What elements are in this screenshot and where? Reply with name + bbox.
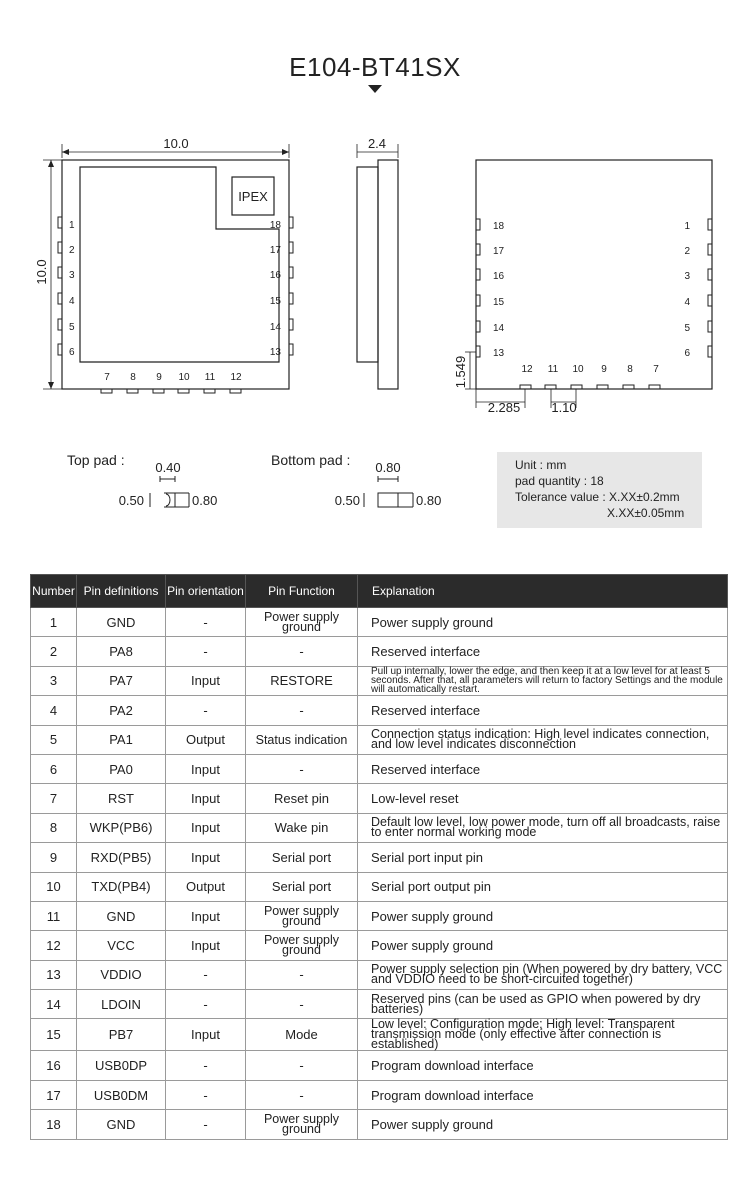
svg-text:15: 15 [493,297,505,308]
pin-definition [77,637,166,666]
pin-function [246,872,358,901]
pin-orientation-text: Input [191,820,220,836]
svg-text:11: 11 [547,364,559,375]
svg-text:9: 9 [156,372,162,383]
pin-number-text: 16 [46,1058,61,1074]
pin-function-text: - [299,996,304,1012]
pin-function-text: Serial port [271,879,332,895]
pin-number [31,1110,77,1139]
pin-explanation-text: Serial port output pin [371,879,491,895]
pin-orientation-text: - [203,1116,208,1132]
svg-text:17: 17 [493,246,505,257]
pin-number-text: 15 [46,1027,61,1043]
pin-definition-text: PA8 [109,644,133,660]
pin-explanation [358,1110,728,1139]
pin-function [246,931,358,960]
pin-number [31,608,77,637]
pin-orientation [166,960,246,989]
header-pin-definitions: Pin definitions [77,575,166,608]
bottom-pad-label: Bottom pad : [271,452,351,468]
table-row [31,608,728,637]
pin-explanation [358,901,728,930]
pin-explanation-text: Connection status indication: High level indicates connection, and low level indicates disconnection [371,727,710,752]
pin-orientation-text: Input [191,791,220,807]
pin-number [31,1019,77,1051]
pin-definition [77,1110,166,1139]
pin-function [246,901,358,930]
pin-orientation [166,990,246,1019]
pin-number-text: 4 [49,702,58,718]
pin-orientation-text: - [203,1058,208,1074]
pin-explanation-text: Power supply ground [371,1116,494,1132]
pin-orientation [166,1110,246,1139]
table-row [31,666,728,695]
pin-explanation [358,666,728,695]
pad-pitch-dim: 1.10 [551,400,577,415]
spec-tolerance-2: X.XX±0.05mm [607,506,685,520]
table-row [31,1051,728,1080]
pin-definition-text: LDOIN [101,996,141,1012]
pad-offset-dim: 1.549 [453,355,468,389]
pin-function-text: - [299,644,304,660]
svg-text:13: 13 [493,348,505,359]
top-pad-b: 0.80 [192,493,218,508]
pin-function-text: - [299,967,304,983]
side-board [378,160,398,389]
bottom-view [465,160,712,408]
svg-text:6: 6 [684,348,690,359]
svg-text:1: 1 [684,221,690,232]
table-row [31,901,728,930]
svg-text:7: 7 [653,364,659,375]
pin-definition [77,754,166,783]
table-row [31,872,728,901]
pin-definition-text: GND [106,1116,136,1132]
spec-unit: Unit : mm [515,458,567,472]
pin-number-text: 3 [49,673,58,689]
svg-text:6: 6 [69,347,75,358]
top-pad-drawing [150,476,189,507]
pin-explanation [358,931,728,960]
pin-function-text: - [299,1087,304,1103]
header-pin-orientation: Pin orientation [166,575,246,608]
pin-explanation [358,784,728,813]
pin-explanation [358,637,728,666]
pin-number [31,637,77,666]
pin-definition-text: PB7 [108,1027,134,1043]
pin-orientation-text: - [203,644,208,660]
svg-text:12: 12 [230,372,242,383]
pin-definition-text: USB0DM [93,1087,149,1103]
pin-orientation [166,637,246,666]
svg-text:4: 4 [684,297,690,308]
pin-definition-text: GND [106,614,136,630]
pin-function-text: Power supply ground [263,932,340,957]
pin-orientation-text: Input [191,908,220,924]
bottom-left-pin-labels [493,221,505,359]
pin-explanation [358,813,728,842]
top-view [43,144,293,393]
pin-definition [77,608,166,637]
pin-number [31,901,77,930]
pin-function [246,608,358,637]
pin-orientation-text: Output [185,732,226,748]
svg-text:14: 14 [269,322,281,333]
svg-text:16: 16 [493,271,505,282]
pin-definition-text: PA7 [109,673,133,689]
top-left-pin-labels [69,220,75,358]
svg-text:9: 9 [601,364,607,375]
pin-orientation [166,1019,246,1051]
pin-number-text: 10 [46,879,61,895]
spec-quantity: pad quantity : 18 [515,474,604,488]
pin-number [31,990,77,1019]
pin-explanation-text: Serial port input pin [371,849,484,865]
pin-number-text: 6 [49,761,58,777]
pin-definition [77,1080,166,1109]
pin-definition-text: RST [108,791,134,807]
pin-orientation-text: Output [185,879,226,895]
svg-text:2: 2 [684,246,690,257]
svg-text:12: 12 [521,364,533,375]
pin-orientation [166,813,246,842]
pin-definition [77,843,166,872]
side-view [357,144,398,389]
svg-text:8: 8 [130,372,136,383]
top-right-pin-labels [270,220,282,358]
pin-explanation-text: Reserved pins (can be used as GPIO when powered by dry batteries) [371,991,701,1016]
pin-explanation-text: Reserved interface [371,702,481,718]
pin-number [31,725,77,754]
pin-explanation [358,754,728,783]
pin-orientation-text: - [203,614,208,630]
pin-orientation-text: Input [191,937,220,953]
pin-orientation [166,1080,246,1109]
pin-explanation-text: Reserved interface [371,761,481,777]
table-row [31,725,728,754]
pin-explanation-text: Low level: Configuration mode; High level: Transparent transmission mode (only effective after connection is established) [371,1017,675,1052]
pin-orientation [166,1051,246,1080]
pin-function-text: Power supply ground [263,609,340,634]
pin-function [246,1019,358,1051]
svg-text:3: 3 [684,271,690,282]
title-arrow-icon [368,85,382,93]
pin-orientation [166,901,246,930]
pin-function [246,1110,358,1139]
pin-function [246,843,358,872]
pin-number-text: 5 [49,732,58,748]
module-title: E104-BT41SX [289,52,461,82]
table-row [31,784,728,813]
pin-orientation [166,725,246,754]
pin-function [246,813,358,842]
pin-orientation-text: Input [191,849,220,865]
pin-definition-text: WKP(PB6) [89,820,153,836]
svg-text:1: 1 [69,220,75,231]
pin-orientation [166,608,246,637]
pin-explanation-text: Low-level reset [371,791,459,807]
top-bottom-pin-labels [104,372,242,383]
table-row [31,843,728,872]
pin-table [30,574,728,1140]
pin-function [246,666,358,695]
ipex-label: IPEX [238,189,268,204]
pin-definition-text: RXD(PB5) [90,849,152,865]
table-row [31,960,728,989]
pin-orientation [166,843,246,872]
svg-text:17: 17 [269,245,281,256]
bottom-pad-drawing [364,476,413,507]
pin-explanation [358,696,728,725]
pin-function-text: Status indication [255,733,348,748]
pin-function-text: - [299,702,304,718]
header-number: Number [31,575,77,608]
pin-function-text: Power supply ground [263,1111,340,1136]
pin-definition [77,1019,166,1051]
pin-explanation-text: Power supply selection pin (When powered by dry battery, VCC and VDDIO need to be short-circuited together) [371,962,723,987]
pin-definition [77,696,166,725]
pin-definition-text: PA1 [109,732,133,748]
pin-function-text: Power supply ground [263,903,340,928]
pin-function-text: Serial port [271,849,332,865]
pin-function [246,754,358,783]
pin-definition [77,872,166,901]
pin-definition-text: PA0 [109,761,133,777]
pin-explanation-text: Program download interface [371,1087,534,1103]
pin-orientation [166,784,246,813]
pin-function [246,784,358,813]
pin-function [246,696,358,725]
table-header-row [31,575,728,608]
table-row [31,931,728,960]
pin-orientation [166,931,246,960]
pin-function-text: RESTORE [270,673,333,689]
table-row [31,754,728,783]
pin-number [31,813,77,842]
pin-definition [77,931,166,960]
pin-definition [77,666,166,695]
bottom-view-outline [476,160,712,389]
table-row [31,990,728,1019]
spec-box [497,452,702,528]
pin-number [31,754,77,783]
pin-number-text: 2 [49,644,58,660]
pin-explanation [358,1080,728,1109]
bottom-pad-a: 0.50 [334,493,360,508]
pin-definition-text: VDDIO [100,967,142,983]
svg-text:2: 2 [69,245,75,256]
pin-number [31,666,77,695]
bottom-bottom-pin-labels [521,364,659,375]
pin-definition [77,725,166,754]
pin-number [31,872,77,901]
svg-text:3: 3 [69,270,75,281]
pin-orientation-text: Input [191,673,220,689]
svg-text:15: 15 [269,296,281,307]
pin-number [31,960,77,989]
pin-number-text: 17 [46,1087,61,1103]
pin-function [246,637,358,666]
pin-definition-text: TXD(PB4) [91,879,151,895]
pin-number-text: 1 [49,614,58,630]
table-row [31,1019,728,1051]
pin-definition [77,960,166,989]
svg-text:18: 18 [493,221,505,232]
pin-orientation [166,696,246,725]
pin-definition [77,813,166,842]
svg-text:18: 18 [269,220,281,231]
pin-number-text: 11 [46,908,61,924]
table-row [31,1110,728,1139]
svg-text:10: 10 [178,372,190,383]
pin-orientation [166,666,246,695]
pin-definition [77,990,166,1019]
top-pad-width: 0.40 [155,460,181,475]
pin-explanation [358,1051,728,1080]
top-width-dim: 10.0 [163,136,189,151]
thickness-dim: 2.4 [367,136,387,151]
pin-orientation [166,754,246,783]
pin-explanation [358,960,728,989]
pin-explanation [358,843,728,872]
pad-left-dim: 2.285 [487,400,521,415]
pin-explanation [358,725,728,754]
bottom-right-pin-labels [684,221,690,359]
pin-explanation-text: Reserved interface [371,644,481,660]
bottom-pad-width: 0.80 [375,460,401,475]
pin-function [246,1080,358,1109]
pin-explanation [358,1019,728,1051]
pin-number [31,931,77,960]
pin-number-text: 18 [46,1116,61,1132]
pin-function [246,725,358,754]
pin-number-text: 9 [49,849,58,865]
pin-orientation-text: - [203,1087,208,1103]
pin-explanation-text: Pull up internally, lower the edge, and then keep it at a low level for at least 5 seconds. After that, all parameters will return to factory Settings and the module will automatically restart. [371,666,723,696]
svg-text:14: 14 [493,323,505,334]
pin-orientation-text: - [203,967,208,983]
svg-text:5: 5 [684,323,690,334]
pin-explanation [358,608,728,637]
pin-explanation [358,990,728,1019]
pin-orientation-text: Input [191,1027,220,1043]
pin-definition-text: USB0DP [94,1058,148,1074]
pin-function [246,1051,358,1080]
pin-number [31,1051,77,1080]
pin-function-text: Reset pin [274,791,329,807]
pin-number-text: 14 [46,996,61,1012]
side-shield [357,167,378,362]
pin-definition-text: GND [106,908,136,924]
pin-number [31,843,77,872]
bottom-pad-b: 0.80 [416,493,442,508]
pin-function-text: - [299,1058,304,1074]
pin-definition-text: VCC [107,937,135,953]
pin-number [31,1080,77,1109]
top-pad-label: Top pad : [67,452,125,468]
top-height-dim: 10.0 [34,259,49,285]
svg-text:16: 16 [269,270,281,281]
pin-explanation-text: Default low level, low power mode, turn off all broadcasts, raise to enter normal working mode [371,815,721,840]
pin-explanation-text: Power supply ground [371,908,494,924]
table-row [31,696,728,725]
pin-number-text: 13 [46,967,61,983]
pin-table-body [31,608,728,1140]
table-row [31,637,728,666]
pin-orientation-text: Input [191,761,220,777]
svg-text:5: 5 [69,322,75,333]
header-pin-function: Pin Function [246,575,358,608]
pin-explanation-text: Power supply ground [371,937,494,953]
pin-definition [77,784,166,813]
pin-explanation [358,872,728,901]
pin-function-text: Wake pin [274,820,329,836]
svg-text:8: 8 [627,364,633,375]
pin-orientation-text: - [203,702,208,718]
pin-number [31,784,77,813]
pin-orientation-text: - [203,996,208,1012]
pin-explanation-text: Program download interface [371,1058,534,1074]
svg-text:11: 11 [204,372,216,383]
svg-text:7: 7 [104,372,110,383]
pin-orientation [166,872,246,901]
pin-function-text: - [299,761,304,777]
header-explanation: Explanation [358,575,728,608]
svg-text:13: 13 [269,347,281,358]
table-row [31,1080,728,1109]
top-pad-a: 0.50 [118,493,144,508]
table-row [31,813,728,842]
svg-text:10: 10 [572,364,584,375]
pin-definition [77,1051,166,1080]
pin-definition-text: PA2 [109,702,133,718]
pin-number-text: 12 [46,937,61,953]
svg-text:4: 4 [69,296,75,307]
spec-tolerance: Tolerance value : X.XX±0.2mm [515,490,680,504]
pin-number-text: 7 [49,791,58,807]
pin-explanation-text: Power supply ground [371,614,494,630]
pin-definition [77,901,166,930]
pin-function-text: Mode [285,1027,318,1043]
pin-number-text: 8 [49,820,58,836]
pin-number [31,696,77,725]
pin-function [246,990,358,1019]
pin-function [246,960,358,989]
